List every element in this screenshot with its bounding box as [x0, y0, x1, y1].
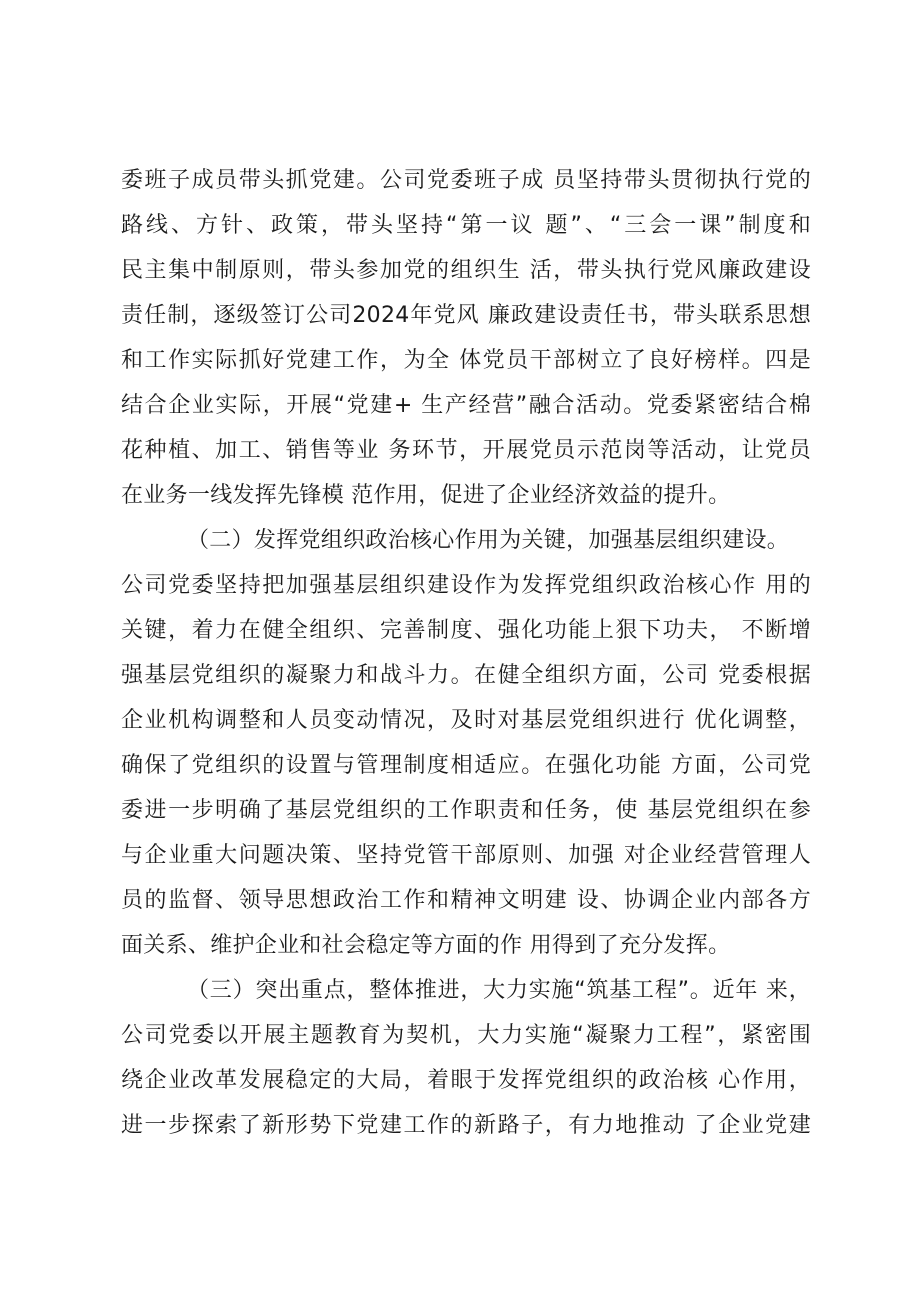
- text-line: 责任制，逐级签订公司2024年党风 廉政建设责任书，带头联系思想: [121, 303, 811, 328]
- text-line: 绕企业改革发展稳定的大局，着眼于发挥党组织的政治核 心作用，: [121, 1068, 811, 1093]
- paragraph-1: [121, 158, 811, 518]
- text-line: 委进一步明确了基层党组织的工作职责和任务，使 基层党组织在参: [121, 798, 811, 823]
- paragraph-2: [121, 518, 811, 968]
- section-heading-line: （二）发挥党组织政治核心作用为关键，加强基层组织建设。: [187, 528, 790, 553]
- text-line: 公司党委以开展主题教育为契机，大力实施“凝聚力工程”，紧密围: [121, 1023, 811, 1048]
- text-line: 公司党委坚持把加强基层组织建设作为发挥党组织政治核心作 用的: [121, 573, 811, 598]
- text-line: 面关系、维护企业和社会稳定等方面的作 用得到了充分发挥。: [121, 933, 731, 958]
- text-line: 花种植、加工、销售等业 务环节，开展党员示范岗等活动，让党员: [121, 438, 811, 463]
- text-line: 和工作实际抓好党建工作，为全 体党员干部树立了良好榜样。四是: [121, 348, 811, 373]
- text-line: 路线、方针、政策，带头坚持“第一议 题”、“三会一课”制度和: [121, 213, 811, 238]
- text-line: 确保了党组织的设置与管理制度相适应。在强化功能 方面，公司党: [121, 753, 811, 778]
- text-line: 委班子成员带头抓党建。公司党委班子成 员坚持带头贯彻执行党的: [121, 168, 811, 193]
- text-line: 关键，着力在健全组织、完善制度、强化功能上狠下功夫， 不断增: [121, 618, 811, 643]
- text-line: 结合企业实际，开展“党建+ 生产经营”融合活动。党委紧密结合棉: [121, 393, 811, 418]
- text-line: 员的监督、领导思想政治工作和精神文明建 设、协调企业内部各方: [121, 888, 811, 913]
- text-line: 强基层党组织的凝聚力和战斗力。在健全组织方面，公司 党委根据: [121, 663, 811, 688]
- text-line: 民主集中制原则，带头参加党的组织生 活，带头执行党风廉政建设: [121, 258, 811, 283]
- paragraph-3: [121, 968, 811, 1148]
- text-line: 在业务一线发挥先锋模 范作用，促进了企业经济效益的提升。: [121, 483, 731, 508]
- text-line: 与企业重大问题决策、坚持党管干部原则、加强 对企业经营管理人: [121, 843, 811, 868]
- body-text: [121, 158, 811, 1148]
- text-line: 企业机构调整和人员变动情况，及时对基层党组织进行 优化调整，: [121, 708, 811, 733]
- text-line: 进一步探索了新形势下党建工作的新路子，有力地推动 了企业党建: [121, 1113, 811, 1138]
- section-heading-line: （三）突出重点，整体推进，大力实施“筑基工程”。近年 来，: [187, 978, 811, 1003]
